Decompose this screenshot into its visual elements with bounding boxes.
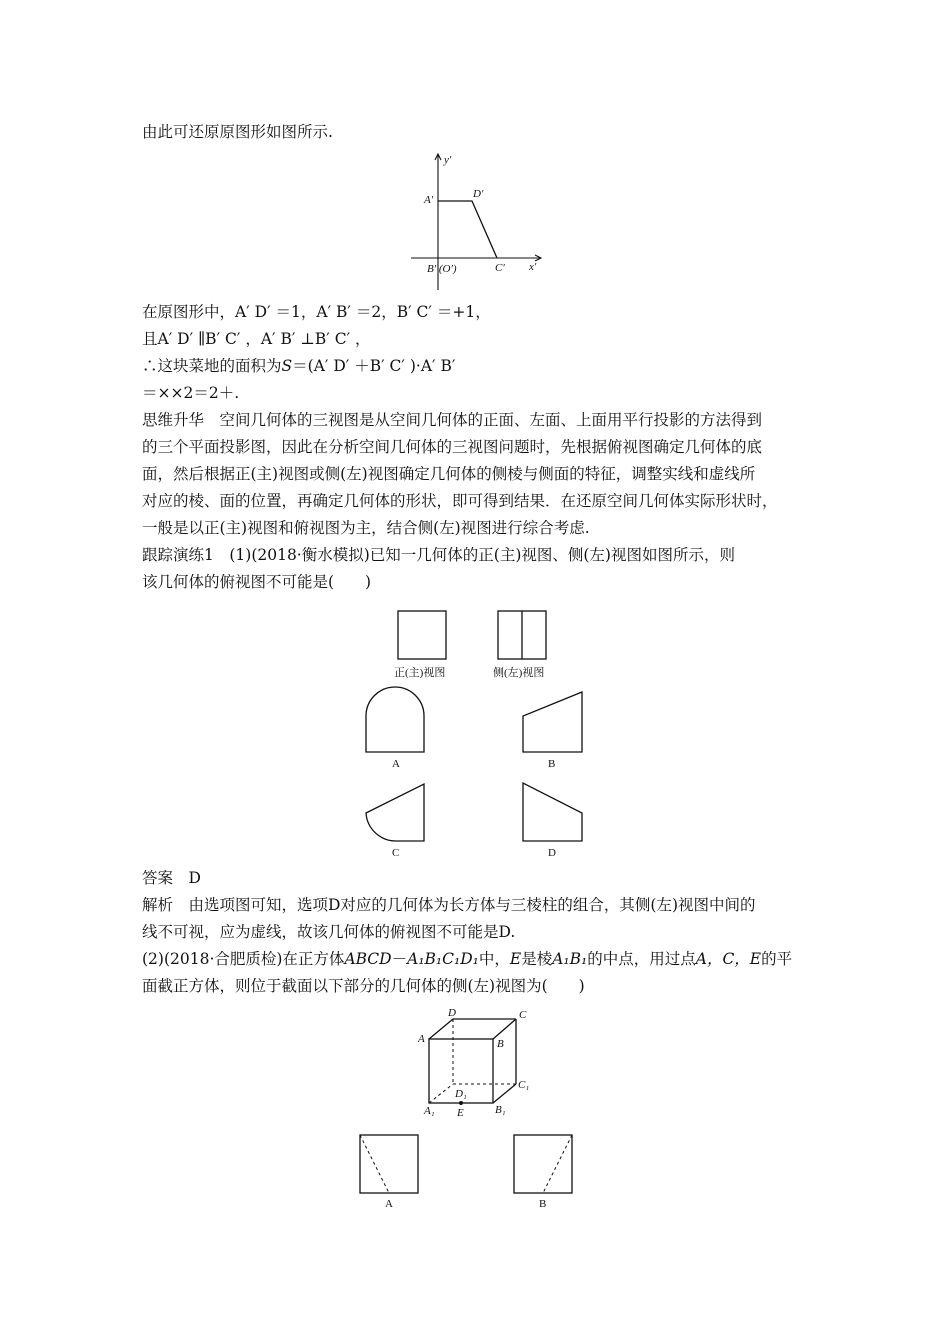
text-span: ＝(A′ D′ ＋B′ C′ )·A′ B′ xyxy=(292,357,456,375)
front-view-caption: 正(主)视图 xyxy=(394,667,446,679)
text-span: 是棱 xyxy=(521,950,553,968)
x-axis-label: x′ xyxy=(529,261,537,273)
text-line: 该几何体的俯视图不可能是( ) xyxy=(142,573,372,591)
text-line: 的三个平面投影图，因此在分析空间几何体的三视图问题时，先根据俯视图确定几何体的底 xyxy=(142,438,763,456)
side-view-caption: 侧(左)视图 xyxy=(493,667,545,679)
text-line: 在原图形中，A′ D′ ＝1，A′ B′ ＝2，B′ C′ ＝+1， xyxy=(142,303,491,321)
text-span: － xyxy=(391,950,408,968)
option-b-shape xyxy=(523,692,582,752)
option-c-label: C xyxy=(392,847,400,859)
option-a-dashed-line xyxy=(360,1135,389,1193)
option-c-shape xyxy=(366,784,424,841)
text-span: (2)(2018·合肥质检)在正方体 xyxy=(142,950,345,968)
text-span: 的平 xyxy=(761,950,793,968)
text-span: ∴这块菜地的面积为 xyxy=(142,357,282,375)
hidden-edge-a1d1 xyxy=(429,1084,453,1103)
label-b1: B₁ xyxy=(495,1104,506,1116)
point-a-label: A′ xyxy=(424,194,434,206)
point-c-label: C′ xyxy=(495,262,505,274)
option-b-label: B xyxy=(539,1198,547,1210)
edge-b1c1 xyxy=(493,1084,516,1103)
point-e-dot xyxy=(459,1101,463,1105)
text-line: 对应的棱、面的位置，再确定几何体的形状，即可得到结果．在还原空间几何体实际形状时， xyxy=(142,492,778,510)
option-b-label: B xyxy=(548,758,556,770)
option-a-square xyxy=(360,1135,418,1193)
label-c: C xyxy=(519,1009,527,1021)
label-a: A xyxy=(418,1033,425,1045)
cube-figure xyxy=(415,1006,555,1121)
side-view-options-figure xyxy=(355,1130,595,1210)
point-e-name: E xyxy=(509,950,522,968)
option-d-label: D xyxy=(548,847,556,859)
option-b-dashed-line xyxy=(543,1135,572,1193)
points-name: A，C，E xyxy=(695,950,762,968)
text-line xyxy=(142,949,792,969)
text-line xyxy=(142,356,455,376)
label-e: E xyxy=(457,1107,464,1119)
label-d1: D₁ xyxy=(455,1088,467,1100)
option-a-label: A xyxy=(392,758,400,770)
option-d-shape xyxy=(523,783,582,841)
point-d-label: D′ xyxy=(473,188,484,200)
label-a1: A₁ xyxy=(424,1105,435,1117)
edge-bc xyxy=(493,1019,516,1039)
option-a-label: A xyxy=(385,1198,393,1210)
text-line: ＝××2＝2＋. xyxy=(142,384,240,402)
answer-line: 答案 D xyxy=(142,869,201,887)
text-line: 面截正方体，则位于截面以下部分的几何体的侧(左)视图为( ) xyxy=(142,977,585,995)
text-line: 思维升华 空间几何体的三视图是从空间几何体的正面、左面、上面用平行投影的方法得到 xyxy=(142,411,763,429)
label-d: D xyxy=(448,1007,456,1019)
area-symbol: S xyxy=(281,357,293,375)
text-line: 线不可视，应为虚线，故该几何体的俯视图不可能是D. xyxy=(142,923,516,941)
trapezoid-edges xyxy=(438,201,497,258)
front-view-square xyxy=(398,611,446,659)
label-c1: C₁ xyxy=(518,1079,530,1091)
text-span: 中， xyxy=(478,950,510,968)
text-line: 且A′ D′ ∥B′ C′ ，A′ B′ ⊥B′ C′ ， xyxy=(142,330,371,348)
text-line: 解析 由选项图可知，选项D对应的几何体为长方体与三棱柱的组合，其侧(左)视图中间的 xyxy=(142,896,756,914)
edge-name: A₁B₁ xyxy=(552,950,588,968)
three-view-figure xyxy=(350,605,590,865)
cube-top-face-name: ABCD xyxy=(344,950,392,968)
option-b-square xyxy=(514,1135,572,1193)
text-span: 的中点，用过点 xyxy=(587,950,696,968)
text-line: 跟踪演练1 (1)(2018·衡水模拟)已知一几何体的正(主)视图、侧(左)视图如图所示，则 xyxy=(142,546,735,564)
text-line: 面，然后根据正(主)视图或侧(左)视图确定几何体的侧棱与侧面的特征，调整实线和虚线所 xyxy=(142,465,756,483)
point-b-o-label: B′ (O′) xyxy=(427,263,457,275)
option-a-shape xyxy=(366,687,424,752)
edge-ad xyxy=(429,1019,453,1039)
text-line: 由此可还原原图形如图所示. xyxy=(142,123,333,141)
y-axis-label: y′ xyxy=(444,154,452,166)
text-line: 一般是以正(主)视图和俯视图为主，结合侧(左)视图进行综合考虑. xyxy=(142,519,590,537)
coordinate-figure xyxy=(405,152,545,292)
label-b: B xyxy=(497,1038,504,1050)
cube-bottom-face-name: A₁B₁C₁D₁ xyxy=(407,950,479,968)
